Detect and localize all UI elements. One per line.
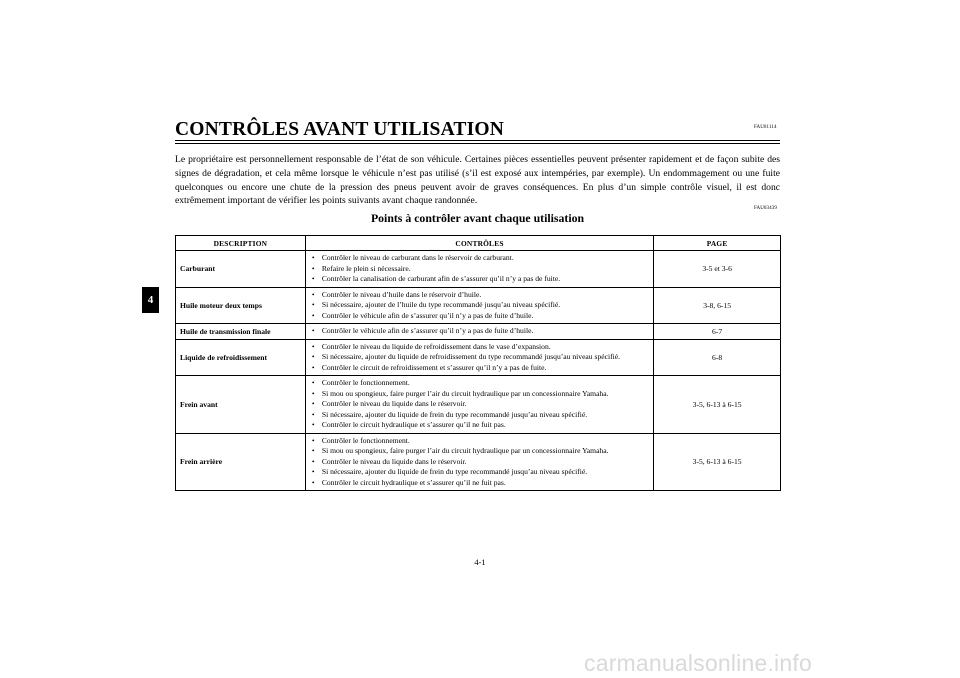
control-item: • Contrôler le véhicule afin de s’assurer qu’il n’y a pas de fuite d’huile.: [312, 311, 649, 322]
controls-list: [312, 342, 649, 374]
row-page-ref: 3-5, 6-13 à 6-15: [654, 376, 781, 434]
header-controls: CONTRÔLES: [305, 236, 653, 251]
control-item: • Contrôler le niveau de carburant dans le réservoir de carburant.: [312, 253, 649, 264]
control-item: • Contrôler le niveau du liquide dans le réservoir.: [312, 399, 649, 410]
control-item: • Contrôler le niveau du liquide de refroidissement dans le vase d’expansion.: [312, 342, 649, 353]
chapter-tab: 4: [142, 287, 159, 313]
control-item: • Si nécessaire, ajouter du liquide de frein du type recommandé jusqu’au niveau spécifié.: [312, 410, 649, 421]
row-controls: [305, 324, 653, 340]
intro-paragraph: Le propriétaire est personnellement responsable de l’état de son véhicule. Certaines pièces essentielles peuvent présenter rapidement et de façon subite des signes de dégradation, et cela même lorsque le véhicule n’est pas utilisé (s’il est exposé aux intempéries, par exemple). Un endommagement ou une fuite quelconques ou encore une chute de la pression des pneus peuvent avoir de graves conséquences. En plus d’un simple contrôle visuel, il est donc extrêmement important de vérifier les points suivants avant chaque randonnée.: [175, 154, 780, 207]
control-item: • Contrôler le circuit hydraulique et s’assurer qu’il ne fuit pas.: [312, 420, 649, 431]
row-page-ref: 6-7: [654, 324, 781, 340]
controls-list: [312, 436, 649, 489]
row-controls: [305, 376, 653, 434]
control-item: • Contrôler le circuit de refroidissement et s’assurer qu’il n’y a pas de fuite.: [312, 363, 649, 374]
table-row: [176, 433, 781, 491]
table-row: [176, 324, 781, 340]
row-description: Liquide de refroidissement: [176, 339, 306, 376]
row-page-ref: 3-5 et 3-6: [654, 251, 781, 288]
row-controls: [305, 433, 653, 491]
control-item: • Contrôler la canalisation de carburant afin de s’assurer qu’il n’y a pas de fuite.: [312, 274, 649, 285]
row-description: Carburant: [176, 251, 306, 288]
page-number: 4-1: [474, 557, 486, 567]
controls-list: [312, 378, 649, 431]
table-row: [176, 339, 781, 376]
control-item: • Refaire le plein si nécessaire.: [312, 264, 649, 275]
row-page-ref: 3-8, 6-15: [654, 287, 781, 324]
table-row: [176, 376, 781, 434]
control-item: • Si nécessaire, ajouter du liquide de frein du type recommandé jusqu’au niveau spécifié.: [312, 467, 649, 478]
control-item: • Si mou ou spongieux, faire purger l’air du circuit hydraulique par un concessionnaire Yamaha.: [312, 446, 649, 457]
control-item: • Si mou ou spongieux, faire purger l’air du circuit hydraulique par un concessionnaire Yamaha.: [312, 389, 649, 400]
control-item: • Contrôler le niveau du liquide dans le réservoir.: [312, 457, 649, 468]
table-row: [176, 251, 781, 288]
header-description: DESCRIPTION: [176, 236, 306, 251]
row-description: Frein avant: [176, 376, 306, 434]
watermark-text: carmanualsonline.info: [584, 650, 812, 676]
controls-list: [312, 253, 649, 285]
row-controls: [305, 339, 653, 376]
table-header-row: [176, 236, 781, 251]
table-row: [176, 287, 781, 324]
page-title: CONTRÔLES AVANT UTILISATION: [175, 119, 505, 140]
row-controls: [305, 251, 653, 288]
row-description: Huile de transmission finale: [176, 324, 306, 340]
row-page-ref: 6-8: [654, 339, 781, 376]
control-item: • Si nécessaire, ajouter de l’huile du type recommandé jusqu’au niveau spécifié.: [312, 300, 649, 311]
control-item: • Contrôler le véhicule afin de s’assurer qu’il n’y a pas de fuite d’huile.: [312, 326, 649, 337]
checks-table: [175, 235, 781, 491]
controls-list: [312, 290, 649, 322]
reference-code-sub: FAU03439: [754, 206, 777, 211]
control-item: • Contrôler le niveau d’huile dans le réservoir d’huile.: [312, 290, 649, 301]
title-rule-bottom: [175, 143, 780, 144]
row-description: Frein arrière: [176, 433, 306, 491]
row-page-ref: 3-5, 6-13 à 6-15: [654, 433, 781, 491]
row-description: Huile moteur deux temps: [176, 287, 306, 324]
row-controls: [305, 287, 653, 324]
control-item: • Si nécessaire, ajouter du liquide de refroidissement du type recommandé jusqu’au niveau spécifié.: [312, 352, 649, 363]
control-item: • Contrôler le circuit hydraulique et s’assurer qu’il ne fuit pas.: [312, 478, 649, 489]
controls-list: [312, 326, 649, 337]
title-rule-top: [175, 140, 780, 141]
header-page: PAGE: [654, 236, 781, 251]
reference-code-top: FAU01114: [754, 125, 777, 130]
section-subtitle: Points à contrôler avant chaque utilisation: [370, 211, 585, 225]
control-item: • Contrôler le fonctionnement.: [312, 436, 649, 447]
control-item: • Contrôler le fonctionnement.: [312, 378, 649, 389]
